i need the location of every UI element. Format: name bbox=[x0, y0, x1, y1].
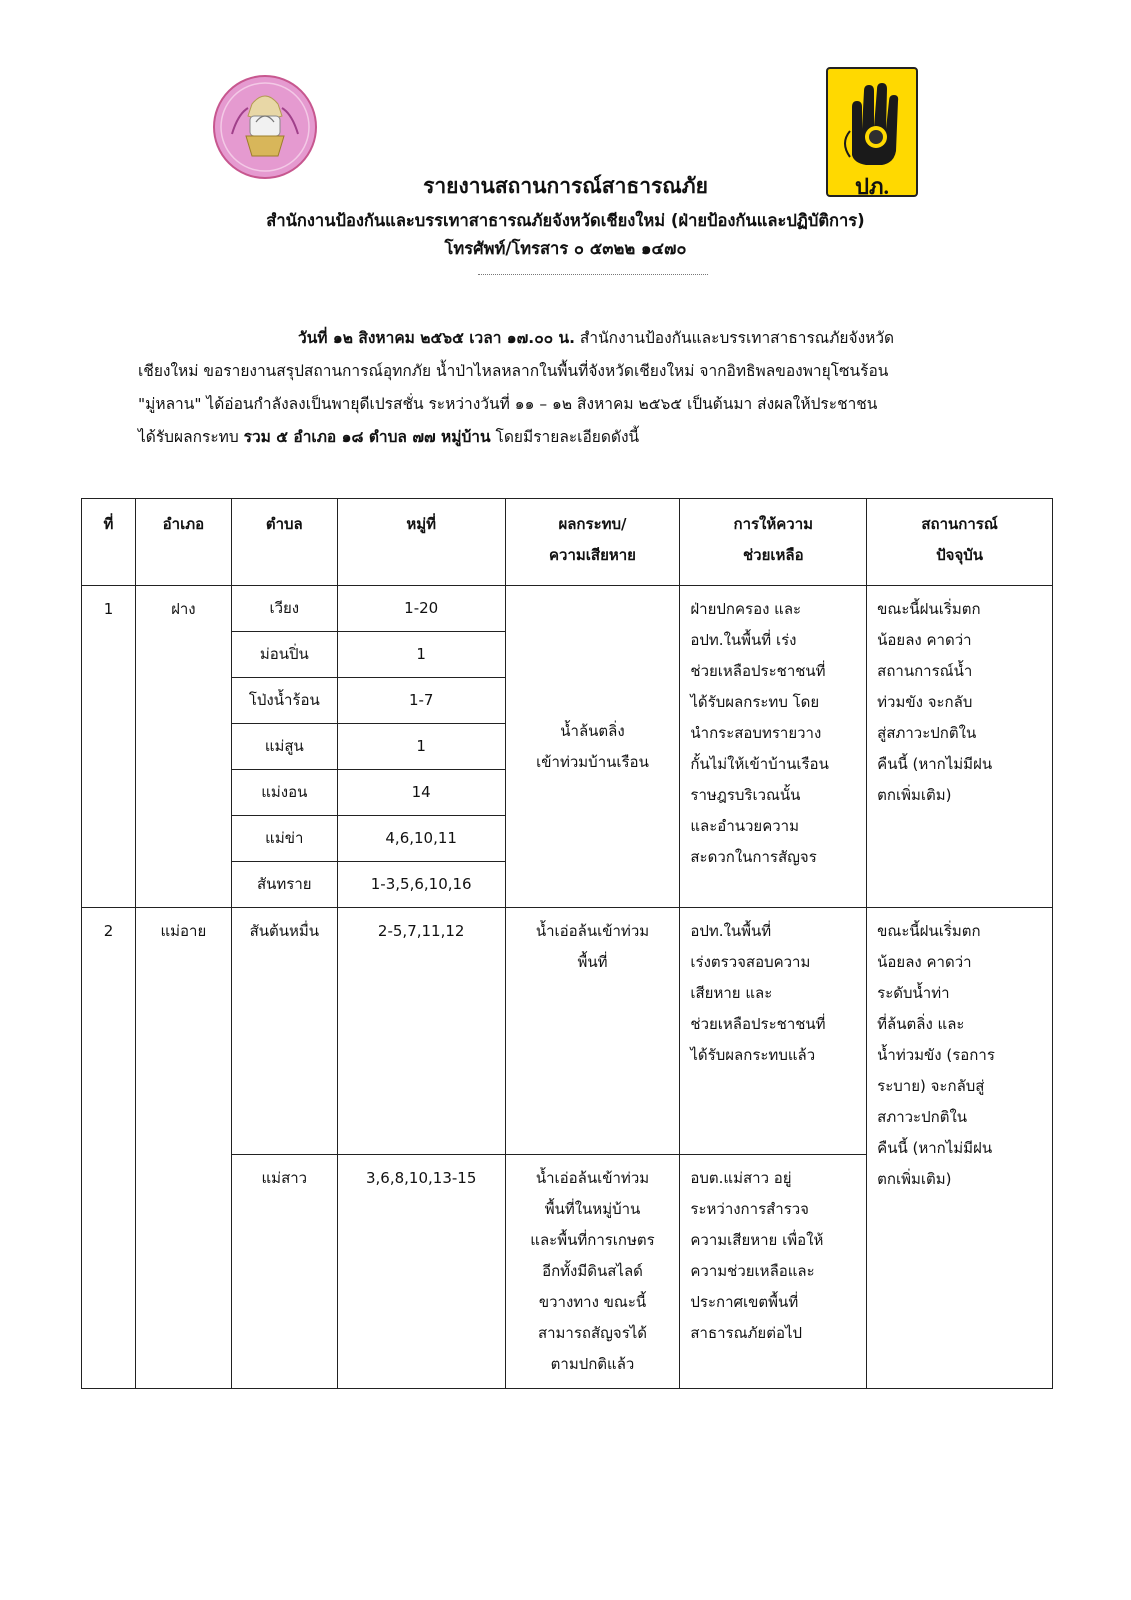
subdistrict-cell: ม่อนปิ่น bbox=[231, 632, 337, 678]
impact-cell bbox=[505, 586, 680, 908]
aid-line: สะดวกในการสัญจร bbox=[690, 848, 817, 866]
intro-paragraph bbox=[138, 322, 1058, 454]
provincial-seal-logo bbox=[212, 74, 318, 180]
subdistrict-cell: โป่งน้ำร้อน bbox=[231, 678, 337, 724]
aid-line: ช่วยเหลือประชาชนที่ bbox=[690, 662, 826, 680]
subdistrict-cell: แม่สาว bbox=[231, 1155, 337, 1389]
aid-line: และอำนวยความ bbox=[690, 817, 799, 835]
status-cell bbox=[867, 586, 1053, 908]
aid-line: เสียหาย และ bbox=[690, 984, 773, 1002]
header-impact bbox=[505, 499, 680, 586]
status-line: ระบาย) จะกลับสู่ bbox=[877, 1077, 985, 1095]
impact-line: อีกทั้งมีดินสไลด์ bbox=[542, 1262, 643, 1280]
village-cell: 1 bbox=[337, 724, 505, 770]
header-subdistrict: ตำบล bbox=[231, 499, 337, 586]
ddpm-logo-text: ปภ. bbox=[855, 174, 889, 199]
aid-line: ความเสียหาย เพื่อให้ bbox=[690, 1231, 824, 1249]
table-row bbox=[82, 586, 1053, 632]
intro-line-1-text: สำนักงานป้องกันและบรรเทาสาธารณภัยจังหวัด bbox=[575, 329, 895, 347]
status-line: สู่สภาวะปกติใน bbox=[877, 724, 977, 742]
village-cell: 1-7 bbox=[337, 678, 505, 724]
header-no: ที่ bbox=[82, 499, 136, 586]
subdistrict-cell: สันทราย bbox=[231, 862, 337, 908]
subdistrict-cell: แม่ข่า bbox=[231, 816, 337, 862]
header-status bbox=[867, 499, 1053, 586]
impact-line: น้ำเอ่อล้นเข้าท่วม bbox=[535, 922, 650, 940]
aid-line: อปท.ในพื้นที่ เร่ง bbox=[690, 631, 797, 649]
header-impact-line-2: ความเสียหาย bbox=[549, 546, 636, 564]
village-cell: 1-20 bbox=[337, 586, 505, 632]
intro-line-3: "มู่หลาน" ได้อ่อนกำลังลงเป็นพายุดีเปรสชั่น ระหว่างวันที่ ๑๑ – ๑๒ สิงหาคม ๒๕๖๕ เป็นต้นมา ส่งผลให้ประชาชน bbox=[138, 395, 878, 413]
aid-line: ได้รับผลกระทบ โดย bbox=[690, 693, 820, 711]
impact-line: สามารถสัญจรได้ bbox=[537, 1324, 648, 1342]
status-line: ระดับน้ำท่า bbox=[877, 984, 950, 1002]
impact-cell bbox=[505, 908, 680, 1155]
impact-line: และพื้นที่การเกษตร bbox=[530, 1231, 655, 1249]
aid-line: อบต.แม่สาว อยู่ bbox=[690, 1169, 792, 1187]
intro-line-4 bbox=[138, 421, 1058, 454]
subdistrict-cell: แม่งอน bbox=[231, 770, 337, 816]
office-name: สำนักงานป้องกันและบรรเทาสาธารณภัยจังหวัดเชียงใหม่ (ฝ่ายป้องกันและปฏิบัติการ) bbox=[266, 211, 865, 230]
impact-cell bbox=[505, 1155, 680, 1389]
aid-line: สาธารณภัยต่อไป bbox=[690, 1324, 803, 1342]
status-cell bbox=[867, 908, 1053, 1389]
header-status-line-1: สถานการณ์ bbox=[921, 515, 998, 533]
header-impact-line-1: ผลกระทบ/ bbox=[558, 515, 627, 533]
header-divider bbox=[478, 274, 708, 275]
header-village: หมู่ที่ bbox=[337, 499, 505, 586]
intro-line-4-pre: ได้รับผลกระทบ bbox=[138, 428, 244, 446]
subdistrict-cell: เวียง bbox=[231, 586, 337, 632]
status-line: สถานการณ์น้ำ bbox=[877, 662, 973, 680]
impact-line: ขวางทาง ขณะนี้ bbox=[538, 1293, 647, 1311]
subdistrict-cell: สันต้นหมื่น bbox=[231, 908, 337, 1155]
aid-line: เร่งตรวจสอบความ bbox=[690, 953, 811, 971]
village-cell: 14 bbox=[337, 770, 505, 816]
table-row bbox=[82, 908, 1053, 1155]
village-cell: 1 bbox=[337, 632, 505, 678]
aid-line: ระหว่างการสำรวจ bbox=[690, 1200, 809, 1218]
header-district: อำเภอ bbox=[135, 499, 231, 586]
status-line: ขณะนี้ฝนเริ่มตก bbox=[877, 600, 981, 618]
aid-line: กั้นไม่ให้เข้าบ้านเรือน bbox=[690, 755, 829, 773]
aid-cell bbox=[680, 1155, 867, 1389]
header-aid bbox=[680, 499, 867, 586]
aid-line: ช่วยเหลือประชาชนที่ bbox=[690, 1015, 826, 1033]
status-line: ที่ล้นตลิ่ง และ bbox=[877, 1015, 965, 1033]
aid-line: ได้รับผลกระทบแล้ว bbox=[690, 1046, 816, 1064]
status-line: คืนนี้ (หากไม่มีฝน bbox=[877, 755, 993, 773]
office-phone: โทรศัพท์/โทรสาร ๐ ๕๓๒๒ ๑๔๗๐ bbox=[444, 239, 687, 258]
status-line: ท่วมขัง จะกลับ bbox=[877, 693, 973, 711]
status-line: ขณะนี้ฝนเริ่มตก bbox=[877, 922, 981, 940]
aid-line: อปท.ในพื้นที่ bbox=[690, 922, 772, 940]
aid-line: นำกระสอบทรายวาง bbox=[690, 724, 822, 742]
table-header-row bbox=[82, 499, 1053, 586]
report-title: รายงานสถานการณ์สาธารณภัย bbox=[423, 174, 708, 198]
village-cell: 3,6,8,10,13-15 bbox=[337, 1155, 505, 1389]
situation-table bbox=[81, 498, 1053, 1389]
affected-summary: รวม ๕ อำเภอ ๑๘ ตำบล ๗๗ หมู่บ้าน bbox=[243, 428, 491, 446]
header-status-line-2: ปัจจุบัน bbox=[936, 546, 984, 564]
header-aid-line-2: ช่วยเหลือ bbox=[742, 546, 804, 564]
status-line: สภาวะปกติใน bbox=[877, 1108, 968, 1126]
impact-line: พื้นที่ในหมู่บ้าน bbox=[544, 1200, 641, 1218]
village-cell: 4,6,10,11 bbox=[337, 816, 505, 862]
row-number: 1 bbox=[82, 586, 136, 908]
intro-line-2: เชียงใหม่ ขอรายงานสรุปสถานการณ์อุทกภัย น้ำป่าไหลหลากในพื้นที่จังหวัดเชียงใหม่ จากอิทธิพลของพายุโซนร้อน bbox=[138, 362, 889, 380]
status-line: คืนนี้ (หากไม่มีฝน bbox=[877, 1139, 993, 1157]
aid-cell bbox=[680, 586, 867, 908]
intro-line-1 bbox=[138, 322, 1058, 355]
district-cell: ฝาง bbox=[135, 586, 231, 908]
impact-line: เข้าท่วมบ้านเรือน bbox=[536, 752, 649, 771]
subdistrict-cell: แม่สูน bbox=[231, 724, 337, 770]
status-line: ตกเพิ่มเติม) bbox=[877, 1170, 952, 1188]
aid-cell bbox=[680, 908, 867, 1155]
aid-line: ฝ่ายปกครอง และ bbox=[690, 600, 802, 618]
header-aid-line-1: การให้ความ bbox=[733, 515, 814, 533]
village-cell: 2-5,7,11,12 bbox=[337, 908, 505, 1155]
village-cell: 1-3,5,6,10,16 bbox=[337, 862, 505, 908]
status-line: น้ำท่วมขัง (รอการ bbox=[877, 1046, 995, 1064]
intro-line-4-post: โดยมีรายละเอียดดังนี้ bbox=[490, 428, 640, 446]
status-line: น้อยลง คาดว่า bbox=[877, 631, 972, 649]
aid-line: ประกาศเขตพื้นที่ bbox=[690, 1293, 799, 1311]
impact-line: พื้นที่ bbox=[577, 953, 608, 971]
district-cell: แม่อาย bbox=[135, 908, 231, 1389]
impact-line: น้ำเอ่อล้นเข้าท่วม bbox=[535, 1169, 650, 1187]
aid-line: ความช่วยเหลือและ bbox=[690, 1262, 815, 1280]
impact-line: ตามปกติแล้ว bbox=[550, 1355, 635, 1373]
status-line: ตกเพิ่มเติม) bbox=[877, 786, 952, 804]
impact-line: น้ำล้นตลิ่ง bbox=[560, 721, 625, 740]
row-number: 2 bbox=[82, 908, 136, 1389]
report-datetime: วันที่ ๑๒ สิงหาคม ๒๕๖๕ เวลา ๑๗.๐๐ น. bbox=[298, 329, 575, 347]
status-line: น้อยลง คาดว่า bbox=[877, 953, 972, 971]
aid-line: ราษฎรบริเวณนั้น bbox=[690, 786, 801, 804]
